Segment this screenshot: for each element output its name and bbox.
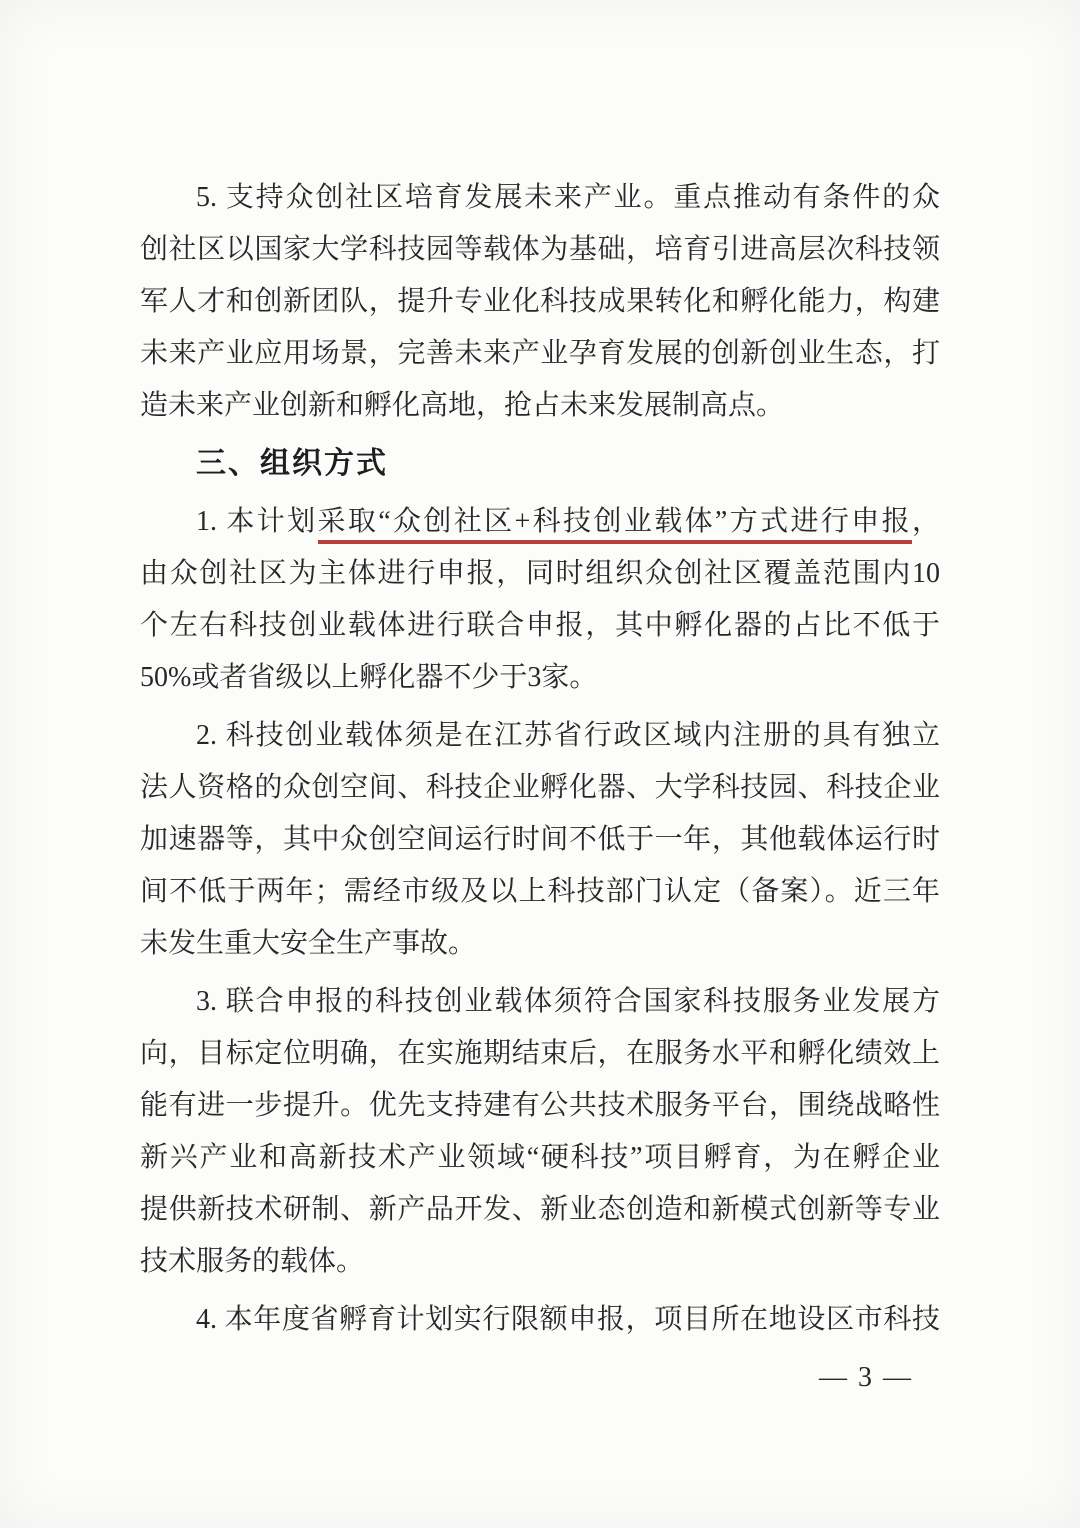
paragraph-line: 5. 支持众创社区培育发展未来产业。重点推动有条件的众 xyxy=(196,182,940,213)
paragraph-line xyxy=(140,496,940,548)
paragraph-line: 2. 科技创业载体须是在江苏省行政区域内注册的具有独立 xyxy=(196,720,940,751)
paragraph-line: 个左右科技创业载体进行联合申报，其中孵化器的占比不低于 xyxy=(140,610,940,641)
paragraph-item-1 xyxy=(140,496,940,704)
paragraph-line: 造未来产业创新和孵化高地，抢占未来发展制高点。 xyxy=(140,390,785,421)
paragraph-line: 50%或者省级以上孵化器不少于3家。 xyxy=(140,662,598,693)
paragraph-line: 3. 联合申报的科技创业载体须符合国家科技服务业发展方 xyxy=(196,986,940,1017)
paragraph-line: 创社区以国家大学科技园等载体为基础，培育引进高层次科技领 xyxy=(140,234,940,265)
section-heading xyxy=(140,438,940,490)
paragraph-item-2 xyxy=(140,710,940,970)
paragraph-line: 提供新技术研制、新产品开发、新业态创造和新模式创新等专业 xyxy=(140,1194,940,1225)
paragraph-line: 4. 本年度省孵育计划实行限额申报，项目所在地设区市科技 xyxy=(196,1304,940,1335)
paragraph-line: 加速器等，其中众创空间运行时间不低于一年，其他载体运行时 xyxy=(140,824,940,855)
page-number-text: — 3 — xyxy=(819,1362,913,1393)
paragraph-line: 未发生重大安全生产事故。 xyxy=(140,928,477,959)
line-text: 1. 本计划 xyxy=(196,506,318,537)
paragraph-line: 能有进一步提升。优先支持建有公共技术服务平台，围绕战略性 xyxy=(140,1090,940,1121)
paragraph-line: 技术服务的载体。 xyxy=(140,1246,365,1277)
document-body xyxy=(140,172,940,1404)
paragraph-line: 间不低于两年；需经市级及以上科技部门认定（备案）。近三年 xyxy=(140,876,940,907)
paragraph-item-3 xyxy=(140,976,940,1288)
paragraph-line: 未来产业应用场景，完善未来产业孕育发展的创新创业生态，打 xyxy=(140,338,940,369)
section-heading-text: 三、组织方式 xyxy=(196,447,388,480)
paragraph-item-4 xyxy=(140,1294,940,1346)
paragraph-line: 军人才和创新团队，提升专业化科技成果转化和孵化能力，构建 xyxy=(140,286,940,317)
red-underlined-text: 采取“众创社区+科技创业载体”方式进行申报 xyxy=(318,506,912,544)
line-text: ， xyxy=(911,506,940,537)
paragraph-5 xyxy=(140,172,940,432)
page-number xyxy=(140,1352,940,1404)
paragraph-line: 向，目标定位明确，在实施期结束后，在服务水平和孵化绩效上 xyxy=(140,1038,940,1069)
paragraph-line: 法人资格的众创空间、科技企业孵化器、大学科技园、科技企业 xyxy=(140,772,940,803)
paragraph-line: 新兴产业和高新技术产业领域“硬科技”项目孵育，为在孵企业 xyxy=(140,1142,940,1173)
paragraph-line: 由众创社区为主体进行申报，同时组织众创社区覆盖范围内10 xyxy=(140,558,940,589)
